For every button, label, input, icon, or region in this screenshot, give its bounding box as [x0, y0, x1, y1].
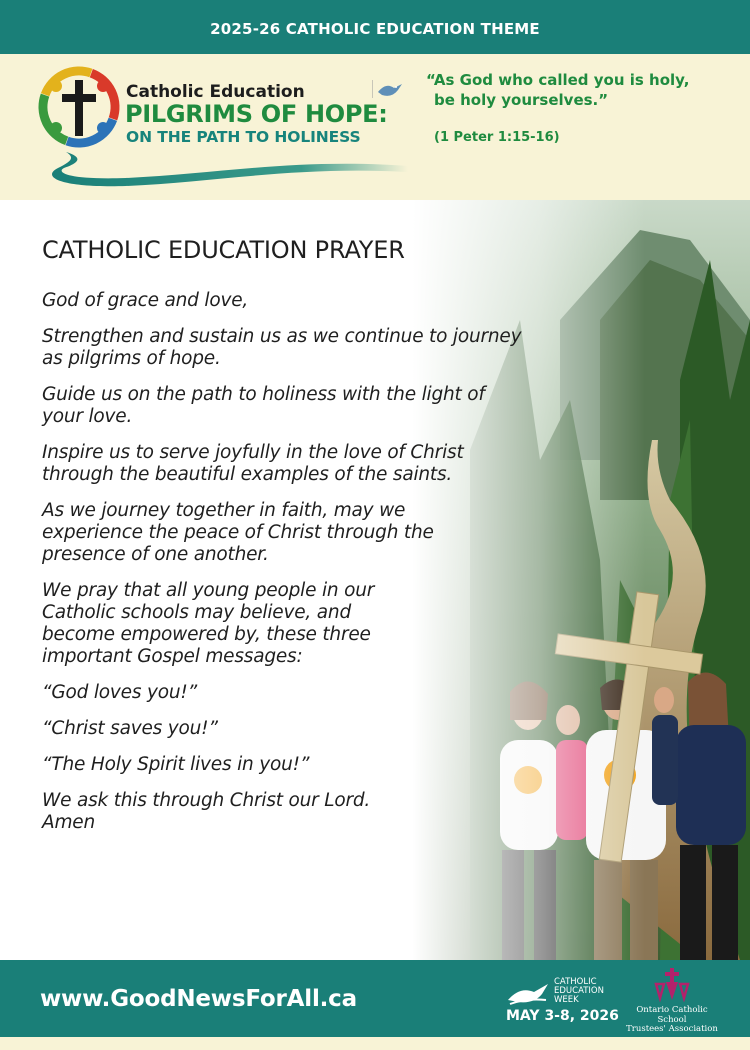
footer — [0, 960, 750, 1037]
logo-title: Catholic Education — [126, 82, 305, 102]
prayer-paragraph: We pray that all young people in our Catholic schools may believe, and become empowered by, these three important Gospel messages: — [42, 580, 375, 667]
footer-edge — [0, 1037, 750, 1050]
catholic-education-week-logo — [506, 972, 618, 1032]
river-path-icon — [36, 136, 416, 192]
prayer-title: CATHOLIC EDUCATION PRAYER — [42, 236, 405, 264]
dove-icon — [372, 78, 404, 100]
prayer-paragraph: Guide us on the path to holiness with the light of your love. — [42, 384, 485, 427]
banner-text: 2025-26 CATHOLIC EDUCATION THEME — [210, 20, 540, 38]
prayer-paragraph: As we journey together in faith, may we experience the peace of Christ through the presence of one another. — [42, 500, 434, 565]
prayer-paragraph: “The Holy Spirit lives in you!” — [42, 754, 310, 775]
prayer-text — [42, 290, 522, 848]
prayer-paragraph: God of grace and love, — [42, 290, 249, 311]
quote-line-1: “As God who called you is holy, — [426, 71, 690, 89]
theme-logo — [36, 64, 416, 189]
prayer-paragraph: We ask this through Christ our Lord. — [42, 790, 371, 811]
prayer-section — [0, 200, 750, 960]
logo-pilgrims: PILGRIMS OF HOPE: — [125, 100, 388, 128]
event-name: CATHOLIC EDUCATION WEEK — [554, 977, 604, 1005]
scripture-quote — [426, 70, 736, 110]
prayer-paragraph: “God loves you!” — [42, 682, 197, 703]
ocsta-logo — [622, 968, 722, 1034]
prayer-amen: Amen — [42, 812, 95, 833]
event-dates: MAY 3-8, 2026 — [506, 1008, 619, 1024]
top-banner — [0, 0, 750, 54]
prayer-paragraph: Strengthen and sustain us as we continue to journey as pilgrims of hope. — [42, 326, 522, 369]
prayer-paragraph: “Christ saves you!” — [42, 718, 218, 739]
prayer-paragraph: Inspire us to serve joyfully in the love of Christ through the beautiful examples of the saints. — [42, 442, 464, 485]
quote-reference: (1 Peter 1:15-16) — [434, 130, 560, 145]
logo-path: ON THE PATH TO HOLINESS — [126, 128, 361, 146]
quote-line-2: be holy yourselves.” — [434, 91, 609, 109]
ocsta-emblem-icon — [653, 968, 691, 1002]
ocsta-name: Ontario Catholic School Trustees' Association — [626, 1005, 718, 1034]
website-link[interactable]: www.GoodNewsForAll.ca — [40, 986, 357, 1012]
header — [0, 54, 750, 200]
dove-icon — [506, 980, 552, 1006]
